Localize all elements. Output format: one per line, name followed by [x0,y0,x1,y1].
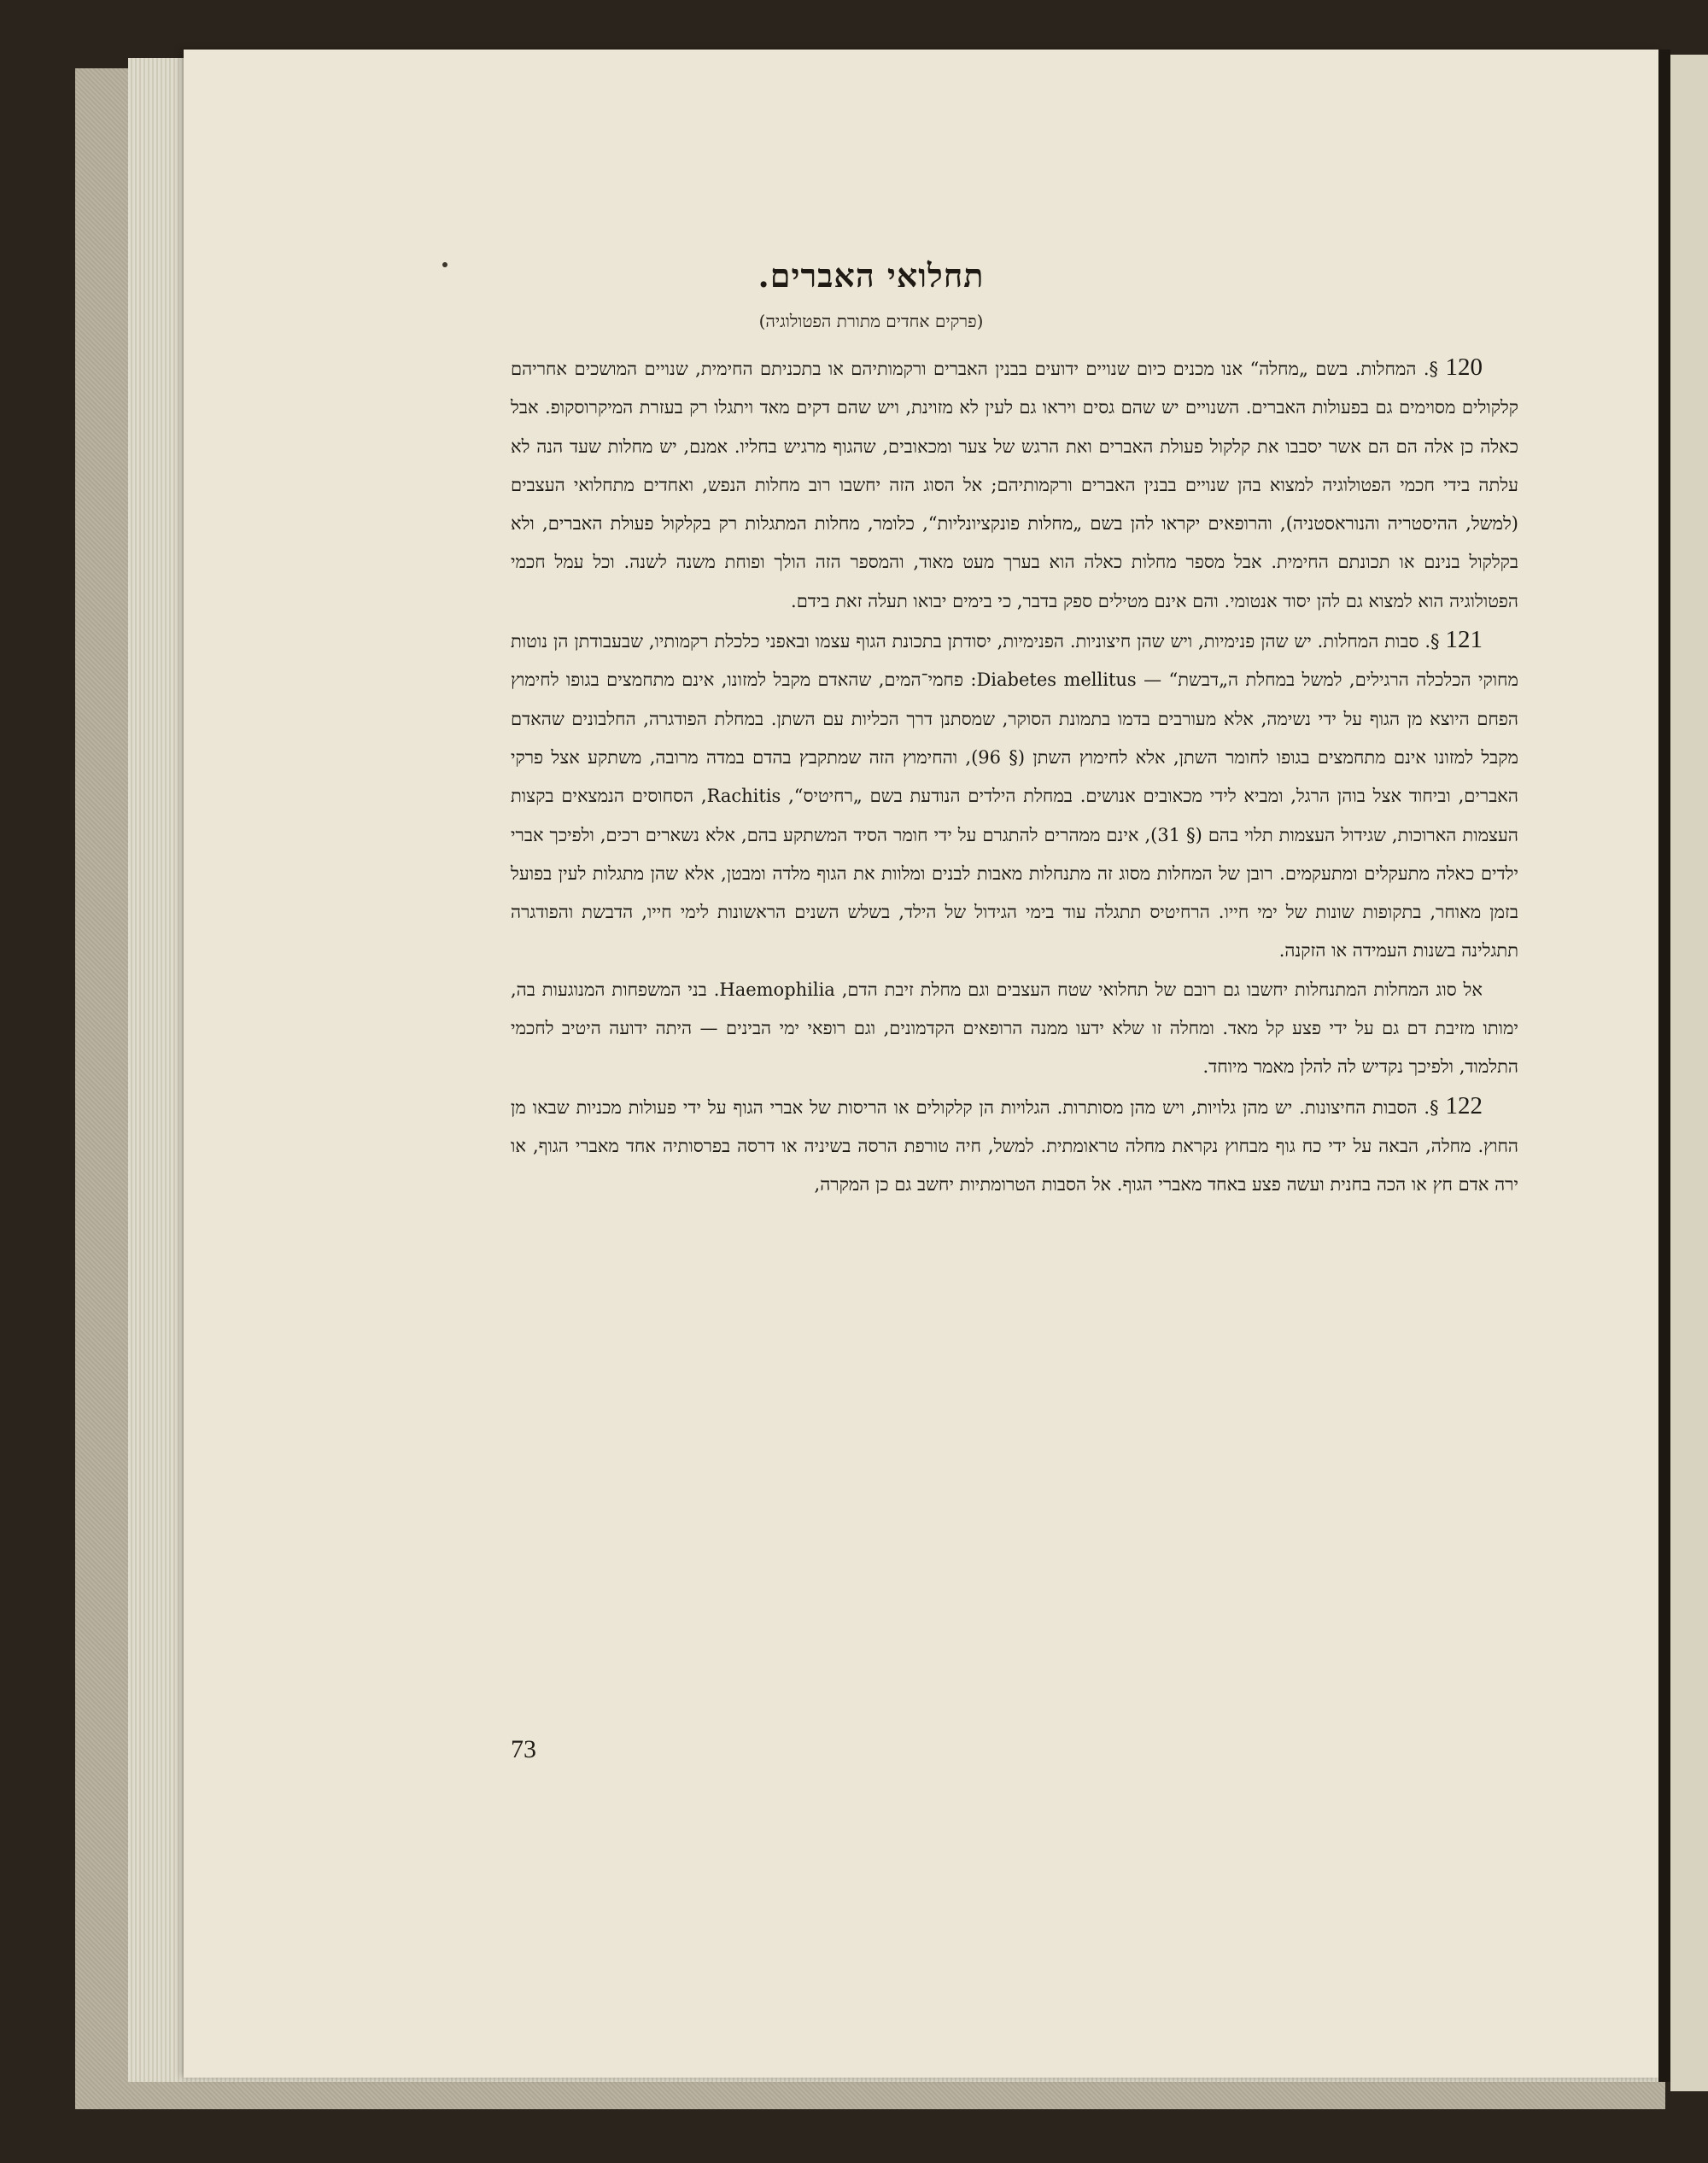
paragraph-120 [511,348,1518,621]
paragraph-text: §. הסבות החיצונות. יש מהן גלויות, ויש מהן מסותרות. הגלויות הן קלקולים או הריסות של אברי הגוף על ידי פעולות מכניות שבאו מן החוץ. מחלה, הבאה על ידי כח גוף מבחוץ נקראת מחלה טראומתית. למשל, חיה טורפת הרסה בשיניה או דרסה בפרסותיה אחד מאברי הגוף, או ירה אדם חץ או הכה בחנית ועשה פצע באחד מאברי הגוף. אל הסבות הטרומתיות יחשב גם כן המקרה, [511,1096,1518,1195]
section-number: 122 [1445,1091,1483,1119]
page-number: 73 [511,1735,536,1763]
paragraph-text: §. סבות המחלות. יש שהן פנימיות, ויש שהן חיצוניות. הפנימיות, יסודתן בתכונת הגוף עצמו ובאפני כלכלת רקמותיו, שבעבודתן הן נוטות מחוקי הכלכלה הרגילים, למשל במחלת ה„דבשת“ — Diabetes mellitus: פחמי־המים, שהאדם מקבל למזונו, אינם מתחמצים בגופו לחימוץ הפחם היוצא מן הגוף על ידי נשימה, אלא מעורבים בדמו בתמונת הסוקר, שמסתנן דרך הכליות עם השתן. במחלת הפודגרה, החלבונים שהאדם מקבל למזונו אינם מתחמצים בגופו לחומר השתן, אלא לחימוץ השתן (§ 96), והחימוץ הזה שמתקבץ בהדם במדה מרובה, משתקע אצל פרקי האברים, וביחוד אצל בוהן הרגל, ומביא לידי מכאובים אנושים. במחלת הילדים הנודעת בשם „רחיטיס“, Rachitis, הסחוסים הנמצאים בקצות העצמות הארוכות, שגידול העצמות תלוי בהם (§ 31), אינם ממהרים להתגרם על ידי חומר הסיד המשתקע בהם, אלא נשארים רכים, ולפיכך אברי ילדים כאלה מתעקלים ומתעקמים. רובן של המחלות מסוג זה מתנחלות מאבות לבנים ומלוות את הגוף מלדה ומבטן, אלא שהן מתגלות לעין בפועל בזמן מאוחר, בתקופות שונות של ימי חייו. הרחיטיס תתגלה עוד בימי הגידול של הילד, בשלש השנים הראשונות לימי חייו, הדבשת והפודגרה תתגלינה בשנות העמידה או הזקנה. [511,631,1518,962]
body-text [511,348,1518,1205]
section-number: 121 [1445,626,1483,654]
chapter-subtitle: (פרקים אחדים מתורת הפטולוגיה) [758,311,984,331]
paragraph-122 [511,1087,1518,1205]
chapter-title: תחלואי האברים. [757,256,985,295]
book-gutter [1658,50,1670,2082]
paragraph-text: §. המחלות. בשם „מחלה“ אנו מכנים כיום שנויים ידועים בבנין האברים ורקמותיהם או בתכניתם החימית, שנויים המושכים אחריהם קלקולים מסוימים גם בפעולות האברים. השנויים יש שהם גסים ויראו גם לעין לא מזוינת, ויש שהם דקים מאד ויתגלו רק בעזרת המיקרוסקופ. אבל כאלה כן אלה הם הם אשר יסבבו את קלקול פעולת האברים ואת הרגש של צער ומכאובים, שהגוף מרגיש בחליו. אמנם, יש מחלות שעד הנה לא עלתה בידי חכמי הפטולוגיה למצוא בהן שנויים בבנין האברים ורקמותיהם; אל הסוג הזה יחשבו רוב מחלות הנפש, ואחדים מתחלואי העצבים (למשל, ההיסטריה והנוראסטניה), והרופאים יקראו להן בשם „מחלות פונקציונליות“, כלומר, מחלות המתגלות רק בקלקול פעולת האברים, ולא בקלקול בנינם או תכונתם החימית. אבל מספר מחלות כאלה הוא בערך מעט מאוד, והמספר הזה הולך ופוחת משנה לשנה. וכל עמל חכמי הפטולוגיה הוא למצוא גם להן יסוד אנטומי. והם אינם מטילים ספק בדבר, כי בימים יבואו תעלה זאת בידם. [511,359,1518,611]
section-number: 120 [1445,354,1483,381]
facing-page-edge [1670,55,1708,2091]
ink-speck [442,262,447,267]
paragraph-haemophilia [511,971,1518,1087]
paragraph-text: אל סוג המחלות המתנחלות יחשבו גם רובם של תחלואי שטח העצבים וגם מחלת זיבת הדם, Haemophilia. בני המשפחות המנוגעות בה, ימותו מזיבת דם גם על ידי פצע קל מאד. ומחלה זו שלא ידעו ממנה הרופאים הקדמונים, וגם רופאי ימי הבינים — היתה ידועה היטיב לחכמי התלמוד, ולפיכך נקדיש לה להלן מאמר מיוחד. [511,979,1518,1078]
paragraph-121 [511,621,1518,971]
